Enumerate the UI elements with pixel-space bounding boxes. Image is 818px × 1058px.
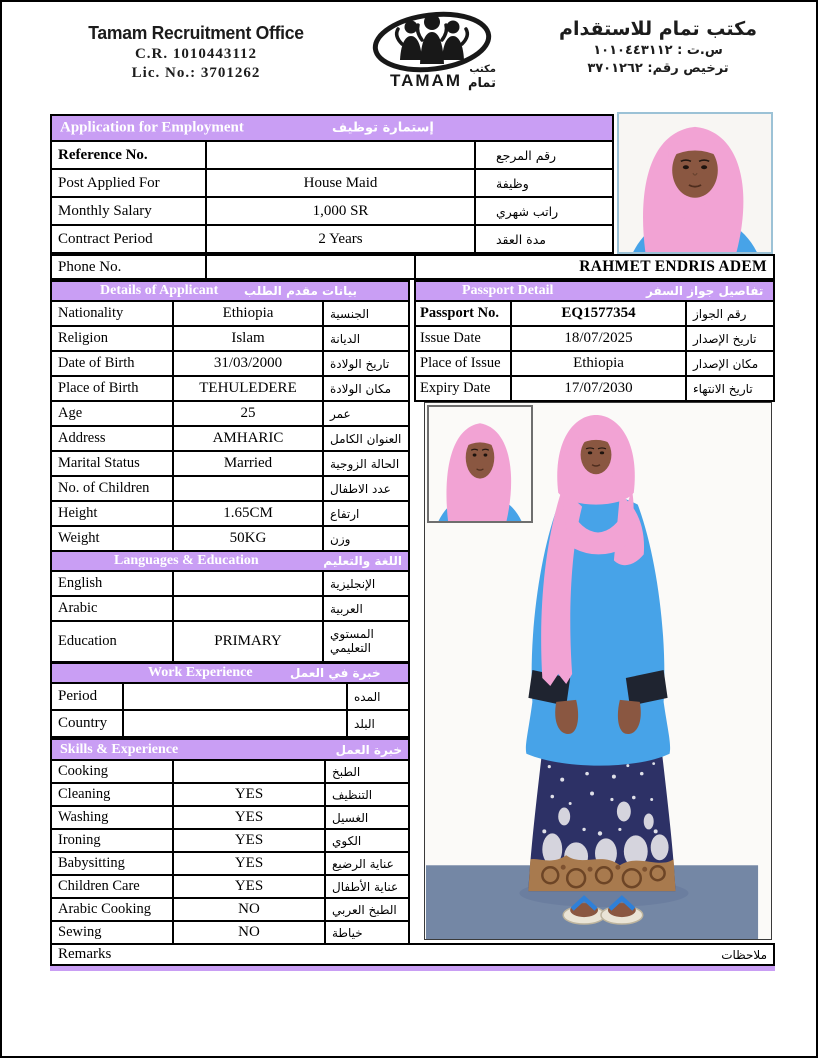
table-row bbox=[416, 350, 773, 375]
row-label-arabic: ارتفاع bbox=[322, 502, 408, 525]
table-row bbox=[52, 620, 408, 661]
details-table bbox=[50, 280, 410, 552]
row-label-arabic: الديانة bbox=[322, 327, 408, 350]
passport-table bbox=[414, 280, 775, 402]
application-section-header bbox=[52, 116, 612, 140]
office-name: Tamam Recruitment Office bbox=[88, 22, 304, 43]
table-row bbox=[52, 759, 408, 782]
row-label-arabic: الغسيل bbox=[324, 807, 408, 828]
table-row bbox=[52, 350, 408, 375]
row-label-arabic: مكان الولادة bbox=[322, 377, 408, 400]
table-row bbox=[416, 300, 773, 325]
applicant-headshot-photo bbox=[617, 112, 773, 254]
row-label-arabic: عمر bbox=[322, 402, 408, 425]
row-value: TEHULEDERE bbox=[172, 377, 322, 400]
row-value: Married bbox=[172, 452, 322, 475]
details-section-header bbox=[52, 282, 408, 300]
row-label-arabic: المده bbox=[346, 684, 408, 709]
row-label-arabic: الكوي bbox=[324, 830, 408, 851]
row-label-arabic: التنظيف bbox=[324, 784, 408, 805]
row-label-arabic: خياطة bbox=[324, 922, 408, 943]
row-value: YES bbox=[172, 807, 324, 828]
row-label-arabic: الطبخ bbox=[324, 761, 408, 782]
row-value bbox=[172, 761, 324, 782]
table-row bbox=[52, 224, 612, 252]
row-label: Country bbox=[58, 715, 108, 731]
row-label-arabic: الحالة الزوجية bbox=[322, 452, 408, 475]
row-value: House Maid bbox=[205, 170, 474, 196]
row-label: Arabic bbox=[58, 600, 98, 616]
section-title-en: Application for Employment bbox=[60, 119, 244, 136]
row-value: 17/07/2030 bbox=[510, 377, 685, 400]
section-title-ar: إستمارة توظيف bbox=[332, 120, 434, 136]
section-title-ar: بيانات مقدم الطلب bbox=[244, 284, 358, 298]
row-label-arabic: البلد bbox=[346, 711, 408, 736]
row-label-arabic: تاريخ الانتهاء bbox=[685, 377, 773, 400]
row-value: NO bbox=[172, 899, 324, 920]
remarks-row bbox=[50, 943, 775, 966]
row-label: Nationality bbox=[58, 305, 124, 321]
row-label-arabic: مدة العقد bbox=[474, 226, 612, 252]
row-label-arabic: العنوان الكامل bbox=[322, 427, 408, 450]
row-label-arabic: المستوي التعليمي bbox=[322, 622, 408, 661]
table-row bbox=[52, 300, 408, 325]
table-row bbox=[52, 475, 408, 500]
row-label: Marital Status bbox=[58, 455, 140, 471]
letterhead-english bbox=[68, 22, 324, 82]
office-license-arabic: ترخيص رقم: ٣٧٠١٢٦٢ bbox=[587, 61, 729, 76]
logo-arabic-text-1: مكتب bbox=[469, 64, 496, 75]
section-title-en: Work Experience bbox=[148, 665, 253, 680]
row-label-arabic: وظيفة bbox=[474, 170, 612, 196]
skills-table bbox=[50, 738, 410, 945]
row-value bbox=[172, 572, 322, 595]
row-value: 18/07/2025 bbox=[510, 327, 685, 350]
row-label: Monthly Salary bbox=[58, 202, 152, 219]
row-label-arabic: مكان الإصدار bbox=[685, 352, 773, 375]
office-cr-arabic: س.ت : ١٠١٠٤٤٣١١٢ bbox=[593, 43, 723, 58]
table-row bbox=[52, 168, 612, 196]
row-label: Age bbox=[58, 405, 83, 421]
section-title-ar: اللغة والتعليم bbox=[323, 554, 402, 568]
row-label: Children Care bbox=[58, 878, 140, 894]
table-row bbox=[416, 325, 773, 350]
row-label: Address bbox=[58, 430, 106, 446]
phone-value bbox=[205, 256, 414, 278]
row-label: English bbox=[58, 575, 103, 591]
row-value: 50KG bbox=[172, 527, 322, 550]
languages-table bbox=[50, 550, 410, 663]
table-row bbox=[416, 375, 773, 400]
row-value bbox=[172, 477, 322, 500]
table-row bbox=[52, 595, 408, 620]
row-label: Issue Date bbox=[420, 330, 481, 346]
row-label: Passport No. bbox=[420, 305, 499, 321]
row-label-arabic: رقم المرجع bbox=[474, 142, 612, 168]
section-title-en: Skills & Experience bbox=[60, 741, 179, 757]
table-row bbox=[52, 828, 408, 851]
row-value: YES bbox=[172, 784, 324, 805]
bottom-purple-strip bbox=[50, 966, 775, 971]
row-value bbox=[205, 142, 474, 168]
logo-arabic-text-2: تمام bbox=[467, 76, 496, 91]
passport-section-header bbox=[416, 282, 773, 300]
row-label: Arabic Cooking bbox=[58, 901, 152, 917]
row-value: YES bbox=[172, 876, 324, 897]
section-title-ar: خبرة العمل bbox=[335, 742, 402, 757]
application-table bbox=[50, 114, 614, 254]
section-title-ar: خبرة في العمل bbox=[290, 666, 381, 680]
row-label-arabic: الإنجليزية bbox=[322, 572, 408, 595]
row-label: Babysitting bbox=[58, 855, 125, 871]
row-label: Weight bbox=[58, 530, 100, 546]
row-label: Cleaning bbox=[58, 786, 111, 802]
table-row bbox=[52, 525, 408, 550]
row-value: 1.65CM bbox=[172, 502, 322, 525]
section-title-ar: تفاصيل جواز السفر bbox=[646, 284, 764, 298]
row-label: Reference No. bbox=[58, 146, 148, 163]
table-row bbox=[52, 782, 408, 805]
row-label-arabic: رقم الجواز bbox=[685, 302, 773, 325]
skills-section-header bbox=[52, 740, 408, 759]
row-label-arabic: راتب شهري bbox=[474, 198, 612, 224]
remarks-label: Remarks bbox=[58, 946, 112, 962]
office-cr-number: C.R. 1010443112 bbox=[134, 46, 258, 62]
table-row bbox=[52, 450, 408, 475]
table-row bbox=[52, 196, 612, 224]
row-label: Ironing bbox=[58, 832, 101, 848]
row-label: Cooking bbox=[58, 763, 108, 779]
row-label-arabic: العربية bbox=[322, 597, 408, 620]
inset-passport-photo bbox=[427, 405, 533, 523]
remarks-label-arabic: ملاحظات bbox=[721, 947, 767, 962]
table-row bbox=[52, 874, 408, 897]
table-row bbox=[52, 140, 612, 168]
row-value: PRIMARY bbox=[172, 622, 322, 661]
row-label: Height bbox=[58, 505, 98, 521]
work-experience-table bbox=[50, 662, 410, 738]
row-label-arabic: تاريخ الولادة bbox=[322, 352, 408, 375]
row-value: AMHARIC bbox=[172, 427, 322, 450]
row-label: Place of Issue bbox=[420, 355, 501, 371]
tamam-logo bbox=[362, 10, 510, 92]
row-label: Expiry Date bbox=[420, 380, 491, 396]
languages-section-header bbox=[52, 552, 408, 570]
row-label: Washing bbox=[58, 809, 109, 825]
row-value bbox=[122, 711, 346, 736]
row-label-arabic: عدد الاطفال bbox=[322, 477, 408, 500]
row-label-arabic: عناية الرضيع bbox=[324, 853, 408, 874]
row-value: 25 bbox=[172, 402, 322, 425]
office-name-arabic: مكتب تمام للاستقدام bbox=[559, 18, 757, 40]
table-row bbox=[52, 325, 408, 350]
family-logo-icon bbox=[362, 10, 510, 92]
row-value: YES bbox=[172, 830, 324, 851]
work-section-header bbox=[52, 664, 408, 682]
table-row bbox=[52, 920, 408, 943]
row-label: Place of Birth bbox=[58, 380, 139, 396]
table-row bbox=[52, 425, 408, 450]
table-row bbox=[52, 709, 408, 736]
row-value bbox=[122, 684, 346, 709]
row-label: No. of Children bbox=[58, 480, 150, 496]
section-title-en: Details of Applicant bbox=[100, 283, 219, 298]
row-label-arabic: الجنسية bbox=[322, 302, 408, 325]
table-row bbox=[52, 805, 408, 828]
row-label-arabic: عناية الأطفال bbox=[324, 876, 408, 897]
letterhead-arabic bbox=[520, 18, 796, 76]
phone-label: Phone No. bbox=[58, 258, 122, 275]
table-row bbox=[52, 500, 408, 525]
section-title-en: Passport Detail bbox=[462, 283, 554, 298]
row-label: Date of Birth bbox=[58, 355, 135, 371]
applicant-name: RAHMET ENDRIS ADEM bbox=[414, 256, 773, 278]
row-value: YES bbox=[172, 853, 324, 874]
inset-headshot-illustration bbox=[429, 407, 531, 521]
row-value: NO bbox=[172, 922, 324, 943]
row-label: Contract Period bbox=[58, 230, 153, 247]
row-label: Period bbox=[58, 688, 98, 704]
row-value: Ethiopia bbox=[172, 302, 322, 325]
applicant-fullbody-photo bbox=[424, 402, 772, 940]
row-label-arabic: تاريخ الإصدار bbox=[685, 327, 773, 350]
row-value bbox=[172, 597, 322, 620]
row-label-arabic: وزن bbox=[322, 527, 408, 550]
table-row bbox=[52, 375, 408, 400]
row-label: Religion bbox=[58, 330, 108, 346]
table-row bbox=[52, 682, 408, 709]
table-row bbox=[52, 851, 408, 874]
phone-and-name-row bbox=[50, 254, 775, 280]
table-row bbox=[52, 400, 408, 425]
row-label: Education bbox=[58, 633, 117, 649]
headshot-illustration bbox=[619, 114, 771, 252]
office-license-number: Lic. No.: 3701262 bbox=[131, 65, 261, 81]
table-row bbox=[52, 897, 408, 920]
row-value: Ethiopia bbox=[510, 352, 685, 375]
row-value: 1,000 SR bbox=[205, 198, 474, 224]
row-value: 31/03/2000 bbox=[172, 352, 322, 375]
row-label: Sewing bbox=[58, 924, 102, 940]
row-value: 2 Years bbox=[205, 226, 474, 252]
section-title-en: Languages & Education bbox=[114, 553, 259, 568]
row-label-arabic: الطبخ العربي bbox=[324, 899, 408, 920]
row-label: Post Applied For bbox=[58, 174, 160, 191]
row-value: EQ1577354 bbox=[510, 302, 685, 325]
row-value: Islam bbox=[172, 327, 322, 350]
logo-latin-text: TAMAM bbox=[390, 71, 462, 90]
table-row bbox=[52, 570, 408, 595]
